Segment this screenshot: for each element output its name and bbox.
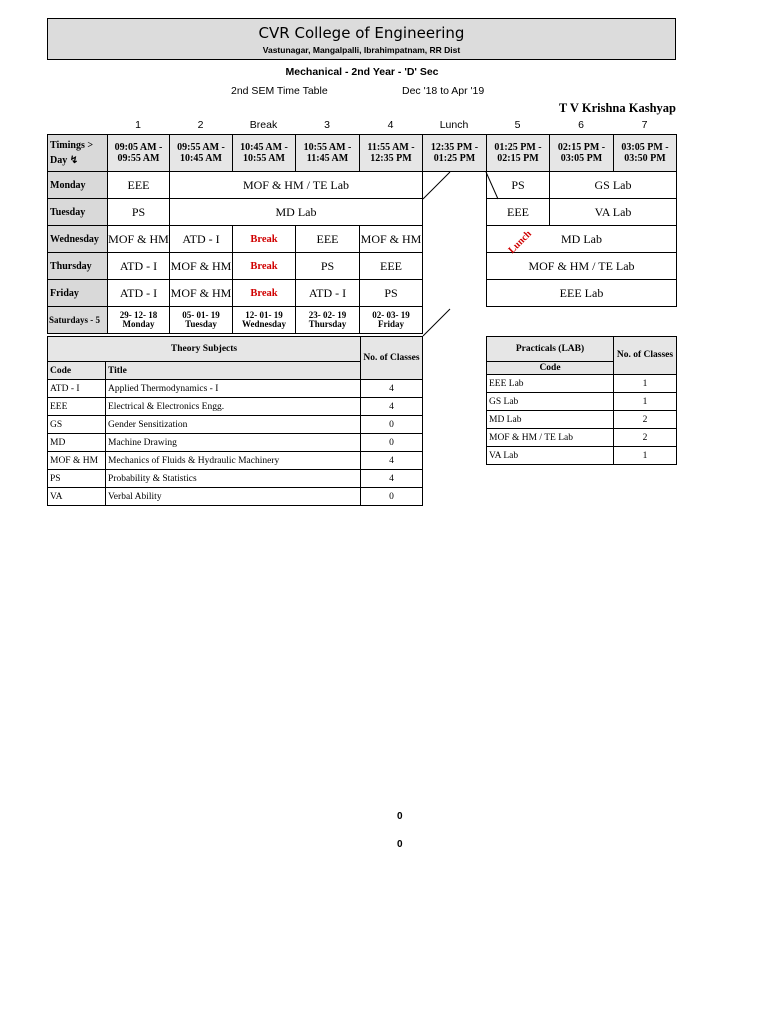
timing-cell: 09:05 AM - 09:55 AM [108, 135, 170, 172]
saturday-day: Friday [378, 319, 404, 329]
subject-cell: ATD - I [108, 253, 170, 280]
class-count: 0 [361, 434, 423, 452]
subject-code: PS [48, 470, 106, 488]
subject-title: Machine Drawing [106, 434, 361, 452]
subject-cell: ATD - I [170, 226, 233, 253]
lab-cell: GS Lab [550, 172, 677, 199]
saturday-date: 05- 01- 19 [182, 310, 220, 320]
timing-cell: 10:45 AM - 10:55 AM [233, 135, 296, 172]
theory-subjects-table [47, 336, 423, 506]
lab-cell: MOF & HM / TE Lab [487, 253, 677, 280]
timings-day-header [48, 135, 108, 172]
saturday-cell [360, 307, 423, 334]
subject-cell: ATD - I [296, 280, 360, 307]
subject-title: Applied Thermodynamics - I [106, 380, 361, 398]
saturday-date: 12- 01- 19 [245, 310, 283, 320]
lab-code: MOF & HM / TE Lab [487, 429, 614, 447]
class-count: 0 [361, 488, 423, 506]
column-number: 2 [197, 119, 204, 131]
subject-code: EEE [48, 398, 106, 416]
theory-code-header: Code [48, 362, 106, 380]
subject-cell: PS [108, 199, 170, 226]
timing-cell: 01:25 PM - 02:15 PM [487, 135, 550, 172]
college-name: CVR College of Engineering [258, 24, 465, 42]
theory-title-header: Title [106, 362, 361, 380]
timing-cell: 09:55 AM - 10:45 AM [170, 135, 233, 172]
table-row [487, 447, 677, 465]
subject-code: VA [48, 488, 106, 506]
table-row [487, 411, 677, 429]
theory-count-header: No. of Classes [361, 337, 423, 380]
subject-cell: MOF & HM [170, 280, 233, 307]
theory-title: Theory Subjects [48, 337, 361, 362]
table-row [48, 434, 423, 452]
timing-cell: 02:15 PM - 03:05 PM [550, 135, 614, 172]
subject-cell: EEE [360, 253, 423, 280]
practicals-count-header: No. of Classes [614, 337, 677, 375]
lunch-label: Lunch [506, 228, 534, 256]
timing-cell: 12:35 PM - 01:25 PM [423, 135, 487, 172]
break-cell: Break [233, 253, 296, 280]
college-address: Vastunagar, Mangalpalli, Ibrahimpatnam, RR Dist [262, 45, 461, 55]
saturday-day: Tuesday [185, 319, 217, 329]
subject-title: Electrical & Electronics Engg. [106, 398, 361, 416]
stray-value: 0 [397, 811, 403, 822]
table-row [48, 488, 423, 506]
table-row [48, 470, 423, 488]
class-count: 4 [361, 398, 423, 416]
lunch-cell [423, 280, 487, 307]
practicals-table [486, 336, 677, 465]
semester-label: 2nd SEM Time Table [231, 85, 328, 97]
day-cell: Friday [48, 280, 108, 307]
lab-code: EEE Lab [487, 375, 614, 393]
lunch-cell [423, 199, 487, 226]
column-number: 3 [324, 119, 330, 131]
subject-cell: MOF & HM [360, 226, 423, 253]
subject-cell: PS [487, 172, 550, 199]
day-label: Day [50, 155, 68, 166]
lunch-cell [423, 253, 487, 280]
class-count: 1 [614, 375, 677, 393]
duration-label: Dec '18 to Apr '19 [402, 85, 485, 97]
saturday-date: 23- 02- 19 [308, 310, 347, 320]
thursday-row [48, 253, 677, 280]
subject-title: Verbal Ability [106, 488, 361, 506]
theory-header-row [48, 337, 423, 362]
table-row [487, 375, 677, 393]
subject-cell: MOF & HM [108, 226, 170, 253]
saturday-cell [233, 307, 296, 334]
lab-code: MD Lab [487, 411, 614, 429]
subject-cell: ATD - I [108, 280, 170, 307]
class-count: 0 [361, 416, 423, 434]
arrow-down-icon: ↯ [69, 155, 79, 166]
subject-cell: MOF & HM [170, 253, 233, 280]
column-number: Break [249, 119, 278, 131]
column-number: 6 [578, 119, 584, 131]
class-count: 1 [614, 393, 677, 411]
saturday-cell [108, 307, 170, 334]
class-count: 4 [361, 452, 423, 470]
stray-value: 0 [397, 839, 403, 850]
lab-cell: MD Lab [170, 199, 423, 226]
subject-title: Probability & Statistics [106, 470, 361, 488]
saturday-day: Thursday [308, 319, 347, 329]
timetable [47, 134, 677, 334]
table-row [48, 416, 423, 434]
class-count: 2 [614, 411, 677, 429]
faculty-name: T V Krishna Kashyap [558, 101, 676, 115]
table-row [487, 393, 677, 411]
day-cell: Wednesday [48, 226, 108, 253]
subject-title: Gender Sensitization [106, 416, 361, 434]
class-count: 1 [614, 447, 677, 465]
column-number: 1 [135, 119, 141, 131]
saturday-day: Wednesday [241, 319, 286, 329]
timing-cell: 03:05 PM - 03:50 PM [614, 135, 677, 172]
friday-row [48, 280, 677, 307]
monday-row [48, 172, 677, 199]
saturday-date: 02- 03- 19 [372, 310, 410, 320]
saturday-date: 29- 12- 18 [119, 310, 158, 320]
saturday-cell [296, 307, 360, 334]
lab-cell: EEE Lab [487, 280, 677, 307]
saturdays-row [48, 307, 677, 334]
table-row [487, 429, 677, 447]
timing-cell: 10:55 AM - 11:45 AM [296, 135, 360, 172]
table-row [48, 452, 423, 470]
timings-label: Timings > [50, 140, 94, 151]
subject-cell: EEE [108, 172, 170, 199]
subject-code: MOF & HM [48, 452, 106, 470]
lunch-cell [423, 226, 487, 253]
break-cell: Break [233, 226, 296, 253]
class-subtitle: Mechanical - 2nd Year - 'D' Sec [285, 66, 439, 78]
day-cell: Tuesday [48, 199, 108, 226]
class-count: 2 [614, 429, 677, 447]
table-row [48, 398, 423, 416]
day-cell: Thursday [48, 253, 108, 280]
subject-code: MD [48, 434, 106, 452]
college-header [47, 18, 676, 60]
practicals-title: Practicals (LAB) [487, 337, 614, 362]
table-row [48, 380, 423, 398]
subject-cell: EEE [487, 199, 550, 226]
lab-code: GS Lab [487, 393, 614, 411]
lab-cell: MD Lab [487, 226, 677, 253]
wednesday-row [48, 226, 677, 253]
subject-code: ATD - I [48, 380, 106, 398]
lab-code: VA Lab [487, 447, 614, 465]
column-number: 7 [641, 119, 648, 131]
timings-row [48, 135, 677, 172]
break-cell: Break [233, 280, 296, 307]
column-number: 4 [387, 119, 394, 131]
lab-cell: VA Lab [550, 199, 677, 226]
class-count: 4 [361, 380, 423, 398]
lunch-cell [423, 172, 487, 199]
column-number: 5 [514, 119, 521, 131]
lab-cell: MOF & HM / TE Lab [170, 172, 423, 199]
saturdays-label: Saturdays - 5 [48, 307, 108, 334]
column-number: Lunch [439, 119, 469, 131]
subject-cell: EEE [296, 226, 360, 253]
saturday-day: Monday [122, 319, 155, 329]
tuesday-row [48, 199, 677, 226]
practicals-code-header: Code [487, 362, 614, 375]
subject-cell: PS [296, 253, 360, 280]
subject-title: Mechanics of Fluids & Hydraulic Machinery [106, 452, 361, 470]
class-count: 4 [361, 470, 423, 488]
saturday-cell [170, 307, 233, 334]
day-cell: Monday [48, 172, 108, 199]
subject-cell: PS [360, 280, 423, 307]
practicals-header-row [487, 337, 677, 362]
subject-code: GS [48, 416, 106, 434]
timing-cell: 11:55 AM - 12:35 PM [360, 135, 423, 172]
saturday-blank [423, 307, 677, 334]
